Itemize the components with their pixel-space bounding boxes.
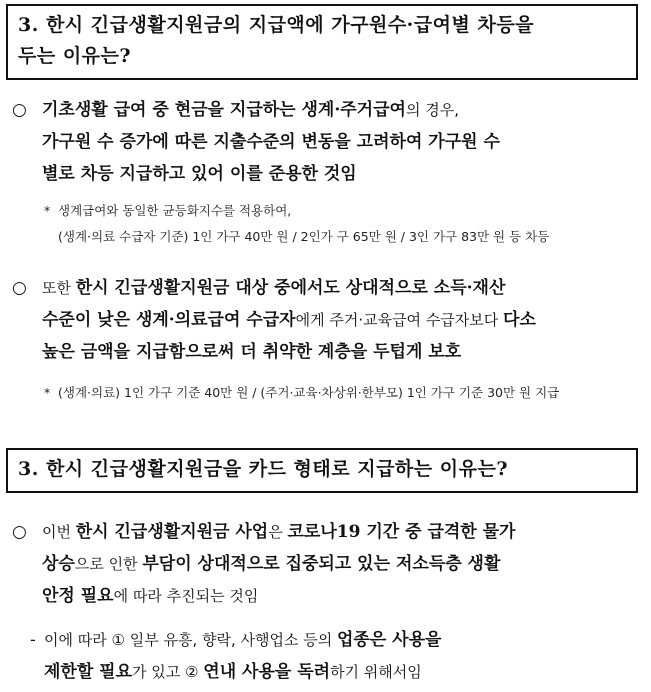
question-1-line2: 두는 이유는? bbox=[18, 45, 132, 67]
paragraph-3-line2 bbox=[12, 548, 645, 580]
footnote-1 bbox=[44, 198, 643, 250]
paragraph-4-line1 bbox=[30, 624, 645, 656]
footnote-1-text1: 생계급여와 동일한 균등화지수를 적용하여, bbox=[58, 203, 292, 218]
paragraph-1-line2: 가구원 수 증가에 따른 지출수준의 변동을 고려하여 가구원 수 bbox=[42, 132, 500, 152]
footnote-1-line1 bbox=[44, 198, 643, 224]
paragraph-3-line3 bbox=[12, 580, 645, 612]
text-segment: 부담이 상대적으로 집중되고 있는 저소득층 생활 bbox=[142, 554, 501, 574]
text-segment: 업종은 사용을 bbox=[336, 630, 442, 650]
text-segment: 상승 bbox=[42, 554, 75, 574]
paragraph-1-bold: 기초생활 급여 중 현금을 지급하는 생계·주거급여 bbox=[42, 100, 406, 120]
question-2-title: 3. 한시 긴급생활지원금을 카드 형태로 지급하는 이유는? bbox=[18, 458, 508, 480]
paragraph-2-normal-2: 에게 주거·교육급여 수급자보다 bbox=[295, 311, 504, 329]
dash-bullet-icon: - bbox=[30, 630, 36, 650]
paragraph-1 bbox=[12, 94, 645, 190]
paragraph-2-bold: 한시 긴급생활지원금 대상 중에서도 상대적으로 소득·재산 bbox=[75, 278, 506, 298]
paragraph-1-normal: 의 경우, bbox=[405, 101, 459, 119]
paragraph-2-bold-2: 수준이 낮은 생계·의료급여 수급자 bbox=[42, 310, 296, 330]
text-segment: 하기 위해서임 bbox=[330, 663, 422, 681]
paragraph-1-line1 bbox=[12, 94, 645, 126]
circle-bullet-icon: ○ bbox=[12, 278, 27, 298]
text-segment: 한시 긴급생활지원금 사업 bbox=[75, 522, 269, 542]
text-segment: 은 bbox=[268, 523, 288, 541]
paragraph-1-line3: 별로 차등 지급하고 있어 이를 준용한 것임 bbox=[42, 164, 357, 184]
circle-bullet-icon: ○ bbox=[12, 100, 27, 120]
paragraph-2 bbox=[12, 272, 645, 368]
text-segment: 제한할 필요 bbox=[44, 662, 133, 682]
footnote-1-line2: (생계·의료 수급자 기준) 1인 가구 40만 원 / 2인가 구 65만 원 / 3인 가구 83만 원 등 차등 bbox=[58, 229, 550, 244]
paragraph-3 bbox=[12, 516, 645, 612]
paragraph-2-line2 bbox=[12, 304, 645, 336]
text-segment: 이번 bbox=[42, 523, 76, 541]
text-segment: 에 따라 추진되는 것임 bbox=[113, 587, 259, 605]
footnote-2-text1: (생계·의료) 1인 가구 기준 40만 원 / (주거·교육·차상위·한부모) 1인 가구 기준 30만 원 지급 bbox=[58, 385, 560, 400]
question-1-line1: 3. 한시 긴급생활지원금의 지급액에 가구원수·급여별 차등을 bbox=[18, 14, 535, 36]
circle-bullet-icon: ○ bbox=[12, 522, 27, 542]
paragraph-4 bbox=[30, 624, 645, 688]
text-segment: 으로 인한 bbox=[74, 555, 143, 573]
text-segment: 안정 필요 bbox=[42, 586, 114, 606]
paragraph-2-line1 bbox=[12, 272, 645, 304]
text-segment: 가 있고 ② bbox=[132, 663, 204, 681]
text-segment: 코로나19 기간 중 급격한 물가 bbox=[287, 522, 516, 542]
text-segment: 연내 사용을 독려 bbox=[203, 662, 331, 682]
question-box-2 bbox=[6, 448, 638, 493]
paragraph-2-line3: 높은 금액을 지급함으로써 더 취약한 계층을 두텁게 보호 bbox=[42, 342, 462, 362]
paragraph-3-line1 bbox=[12, 516, 645, 548]
asterisk-icon: * bbox=[44, 203, 51, 218]
paragraph-2-normal: 또한 bbox=[42, 279, 76, 297]
paragraph-2-bold-3: 다소 bbox=[503, 310, 536, 330]
footnote-2 bbox=[44, 380, 643, 406]
footnote-2-line1 bbox=[44, 380, 643, 406]
asterisk-icon: * bbox=[44, 385, 51, 400]
paragraph-4-line2 bbox=[30, 656, 645, 688]
text-segment: 이에 따라 ① 일부 유흥, 향락, 사행업소 등의 bbox=[44, 631, 337, 649]
question-box-1 bbox=[6, 4, 638, 80]
